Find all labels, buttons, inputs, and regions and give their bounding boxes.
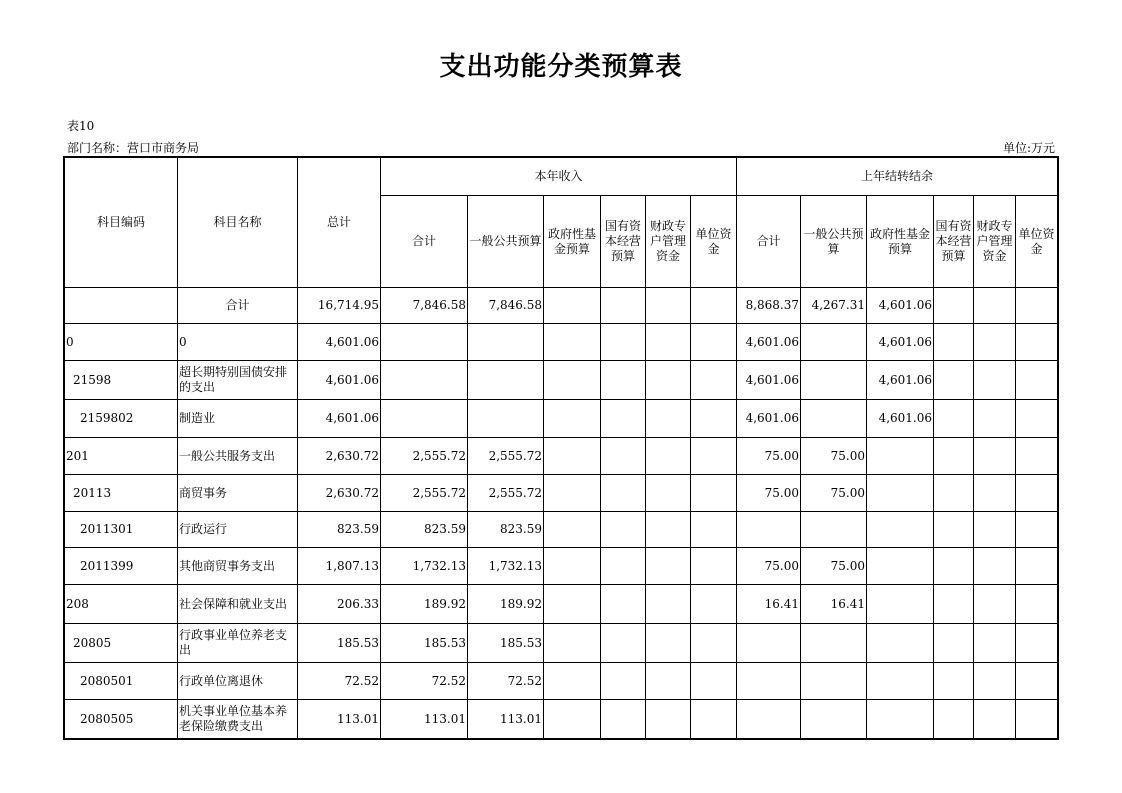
cell-code: 20113 — [65, 475, 178, 512]
cell-current — [691, 700, 737, 739]
table-row — [65, 288, 1058, 324]
cell-carryover — [737, 663, 801, 700]
table-row — [65, 438, 1058, 475]
table-row — [65, 512, 1058, 548]
cell-carryover: 75.00 — [801, 475, 867, 512]
cell-carryover — [867, 624, 934, 663]
cell-carryover: 8,868.37 — [737, 288, 801, 324]
cell-current — [544, 585, 601, 624]
cell-current — [381, 361, 468, 400]
cell-carryover — [1016, 438, 1058, 475]
cell-carryover: 4,601.06 — [737, 324, 801, 361]
header-cur-unit-fund: 单位资金 — [691, 196, 737, 288]
cell-current — [601, 663, 646, 700]
cell-carryover — [1016, 700, 1058, 739]
cell-carryover — [974, 585, 1016, 624]
cell-current — [691, 548, 737, 585]
cell-total: 185.53 — [298, 624, 381, 663]
cell-carryover: 4,601.06 — [737, 361, 801, 400]
department-name: 部门名称：营口市商务局 — [67, 141, 200, 155]
cell-current: 1,732.13 — [381, 548, 468, 585]
cell-current — [646, 624, 691, 663]
cell-code: 2159802 — [65, 400, 178, 438]
cell-carryover — [934, 624, 974, 663]
cell-carryover — [934, 585, 974, 624]
cell-current — [544, 324, 601, 361]
cell-name: 社会保障和就业支出 — [178, 585, 298, 624]
header-cur-fund: 政府性基金预算 — [544, 196, 601, 288]
cell-current: 823.59 — [381, 512, 468, 548]
cell-current — [691, 438, 737, 475]
cell-current: 113.01 — [468, 700, 544, 739]
cell-carryover: 75.00 — [737, 475, 801, 512]
header-carryover: 上年结转结余 — [737, 158, 1058, 196]
cell-carryover — [934, 288, 974, 324]
cell-current: 2,555.72 — [381, 438, 468, 475]
cell-total: 4,601.06 — [298, 324, 381, 361]
header-name: 科目名称 — [178, 158, 298, 288]
cell-carryover — [934, 361, 974, 400]
cell-current: 2,555.72 — [381, 475, 468, 512]
cell-carryover — [801, 512, 867, 548]
cell-total: 823.59 — [298, 512, 381, 548]
cell-code — [65, 288, 178, 324]
cell-current — [601, 438, 646, 475]
cell-total: 1,807.13 — [298, 548, 381, 585]
cell-code: 2080501 — [65, 663, 178, 700]
table-row — [65, 663, 1058, 700]
header-code: 科目编码 — [65, 158, 178, 288]
cell-current: 1,732.13 — [468, 548, 544, 585]
cell-carryover — [974, 288, 1016, 324]
cell-code: 2011301 — [65, 512, 178, 548]
cell-current — [601, 512, 646, 548]
cell-carryover — [1016, 512, 1058, 548]
cell-code: 21598 — [65, 361, 178, 400]
cell-carryover — [737, 512, 801, 548]
cell-current — [381, 324, 468, 361]
cell-carryover — [1016, 400, 1058, 438]
cell-carryover — [974, 663, 1016, 700]
cell-carryover — [737, 700, 801, 739]
cell-current — [601, 548, 646, 585]
cell-current: 185.53 — [381, 624, 468, 663]
cell-carryover — [974, 438, 1016, 475]
header-cur-general: 一般公共预算 — [468, 196, 544, 288]
cell-total: 4,601.06 — [298, 400, 381, 438]
cell-code: 208 — [65, 585, 178, 624]
cell-total: 4,601.06 — [298, 361, 381, 400]
cell-carryover — [1016, 548, 1058, 585]
table-row — [65, 475, 1058, 512]
cell-current — [544, 700, 601, 739]
table-row — [65, 400, 1058, 438]
cell-carryover — [934, 438, 974, 475]
cell-current — [646, 548, 691, 585]
cell-carryover — [934, 548, 974, 585]
cell-current — [544, 624, 601, 663]
cell-current — [601, 700, 646, 739]
cell-carryover — [1016, 361, 1058, 400]
cell-carryover — [974, 361, 1016, 400]
cell-carryover — [867, 438, 934, 475]
table-row — [65, 624, 1058, 663]
cell-current: 189.92 — [468, 585, 544, 624]
cell-current: 823.59 — [468, 512, 544, 548]
cell-name: 0 — [178, 324, 298, 361]
cell-current — [646, 585, 691, 624]
cell-carryover — [934, 400, 974, 438]
cell-current: 7,846.58 — [468, 288, 544, 324]
cell-name: 行政运行 — [178, 512, 298, 548]
cell-carryover — [867, 548, 934, 585]
cell-current — [691, 624, 737, 663]
cell-carryover — [934, 324, 974, 361]
cell-current — [646, 700, 691, 739]
cell-code: 2080505 — [65, 700, 178, 739]
cell-current — [544, 400, 601, 438]
cell-current — [691, 361, 737, 400]
cell-current — [601, 324, 646, 361]
cell-name: 行政单位离退休 — [178, 663, 298, 700]
cell-carryover — [801, 700, 867, 739]
cell-current — [646, 512, 691, 548]
table-row — [65, 361, 1058, 400]
cell-carryover — [1016, 475, 1058, 512]
cell-current: 7,846.58 — [381, 288, 468, 324]
header-prev-fund: 政府性基金预算 — [867, 196, 934, 288]
cell-carryover — [1016, 663, 1058, 700]
cell-carryover — [801, 400, 867, 438]
cell-current — [601, 475, 646, 512]
cell-carryover: 4,601.06 — [737, 400, 801, 438]
cell-current — [601, 624, 646, 663]
cell-carryover: 75.00 — [801, 438, 867, 475]
cell-carryover — [1016, 624, 1058, 663]
cell-name: 行政事业单位养老支出 — [178, 624, 298, 663]
cell-carryover — [934, 512, 974, 548]
cell-current — [691, 288, 737, 324]
cell-carryover — [867, 585, 934, 624]
cell-name: 商贸事务 — [178, 475, 298, 512]
cell-current — [691, 512, 737, 548]
cell-name: 一般公共服务支出 — [178, 438, 298, 475]
cell-current — [468, 361, 544, 400]
header-current-income: 本年收入 — [381, 158, 737, 196]
table-row — [65, 548, 1058, 585]
cell-current — [646, 288, 691, 324]
cell-carryover — [801, 361, 867, 400]
cell-name: 合计 — [178, 288, 298, 324]
cell-current — [646, 324, 691, 361]
cell-carryover — [867, 700, 934, 739]
cell-current — [646, 663, 691, 700]
cell-carryover — [974, 700, 1016, 739]
cell-total: 2,630.72 — [298, 475, 381, 512]
cell-code: 20805 — [65, 624, 178, 663]
table-row — [65, 324, 1058, 361]
cell-carryover: 4,601.06 — [867, 400, 934, 438]
cell-current: 2,555.72 — [468, 438, 544, 475]
cell-carryover — [1016, 324, 1058, 361]
cell-total: 2,630.72 — [298, 438, 381, 475]
cell-name: 制造业 — [178, 400, 298, 438]
cell-current: 2,555.72 — [468, 475, 544, 512]
cell-carryover — [974, 324, 1016, 361]
cell-current — [544, 361, 601, 400]
cell-current — [544, 475, 601, 512]
table-number: 表10 — [67, 119, 95, 133]
cell-carryover — [737, 624, 801, 663]
cell-total: 72.52 — [298, 663, 381, 700]
cell-current — [381, 400, 468, 438]
header-prev-state-capital: 国有资本经营预算 — [934, 196, 974, 288]
cell-carryover — [801, 324, 867, 361]
table-row — [65, 700, 1058, 739]
header-cur-state-capital: 国有资本经营预算 — [601, 196, 646, 288]
cell-carryover — [974, 624, 1016, 663]
cell-current — [691, 324, 737, 361]
header-prev-subtotal: 合计 — [737, 196, 801, 288]
cell-current — [601, 400, 646, 438]
header-cur-subtotal: 合计 — [381, 196, 468, 288]
cell-current — [646, 438, 691, 475]
cell-current — [601, 585, 646, 624]
cell-carryover: 16.41 — [801, 585, 867, 624]
cell-carryover: 4,601.06 — [867, 361, 934, 400]
header-cur-special-account: 财政专户管理资金 — [646, 196, 691, 288]
cell-current — [544, 288, 601, 324]
table-row — [65, 585, 1058, 624]
header-total: 总计 — [298, 158, 381, 288]
cell-carryover — [801, 663, 867, 700]
cell-code: 2011399 — [65, 548, 178, 585]
page-title: 支出功能分类预算表 — [439, 52, 683, 82]
cell-carryover — [934, 475, 974, 512]
cell-carryover: 75.00 — [737, 438, 801, 475]
cell-name: 机关事业单位基本养老保险缴费支出 — [178, 700, 298, 739]
cell-current — [601, 288, 646, 324]
cell-current — [691, 663, 737, 700]
cell-current — [544, 663, 601, 700]
cell-carryover: 4,601.06 — [867, 288, 934, 324]
cell-current — [691, 585, 737, 624]
cell-current — [468, 400, 544, 438]
cell-total: 16,714.95 — [298, 288, 381, 324]
cell-current — [691, 400, 737, 438]
cell-carryover — [867, 475, 934, 512]
cell-code: 201 — [65, 438, 178, 475]
unit-label: 单位:万元 — [1002, 141, 1055, 155]
cell-carryover: 4,601.06 — [867, 324, 934, 361]
cell-carryover: 75.00 — [801, 548, 867, 585]
cell-carryover — [974, 475, 1016, 512]
cell-current — [544, 548, 601, 585]
cell-current — [544, 512, 601, 548]
header-prev-unit-fund: 单位资金 — [1016, 196, 1058, 288]
cell-total: 206.33 — [298, 585, 381, 624]
cell-carryover — [867, 512, 934, 548]
cell-carryover — [801, 624, 867, 663]
cell-carryover — [974, 548, 1016, 585]
header-prev-special-account: 财政专户管理资金 — [974, 196, 1016, 288]
cell-current — [646, 400, 691, 438]
cell-current — [646, 475, 691, 512]
budget-table — [64, 157, 1058, 739]
cell-carryover: 16.41 — [737, 585, 801, 624]
cell-current — [468, 324, 544, 361]
cell-carryover: 75.00 — [737, 548, 801, 585]
cell-carryover — [934, 700, 974, 739]
cell-carryover — [974, 512, 1016, 548]
cell-code: 0 — [65, 324, 178, 361]
cell-total: 113.01 — [298, 700, 381, 739]
cell-current: 185.53 — [468, 624, 544, 663]
cell-name: 超长期特别国债安排的支出 — [178, 361, 298, 400]
cell-current — [601, 361, 646, 400]
cell-carryover — [867, 663, 934, 700]
cell-carryover: 4,267.31 — [801, 288, 867, 324]
cell-current — [691, 475, 737, 512]
cell-carryover — [974, 400, 1016, 438]
cell-current: 189.92 — [381, 585, 468, 624]
cell-carryover — [934, 663, 974, 700]
cell-current: 72.52 — [381, 663, 468, 700]
cell-current: 72.52 — [468, 663, 544, 700]
cell-carryover — [1016, 585, 1058, 624]
cell-carryover — [1016, 288, 1058, 324]
cell-current — [544, 438, 601, 475]
cell-current — [646, 361, 691, 400]
cell-name: 其他商贸事务支出 — [178, 548, 298, 585]
header-prev-general: 一般公共预算 — [801, 196, 867, 288]
cell-current: 113.01 — [381, 700, 468, 739]
